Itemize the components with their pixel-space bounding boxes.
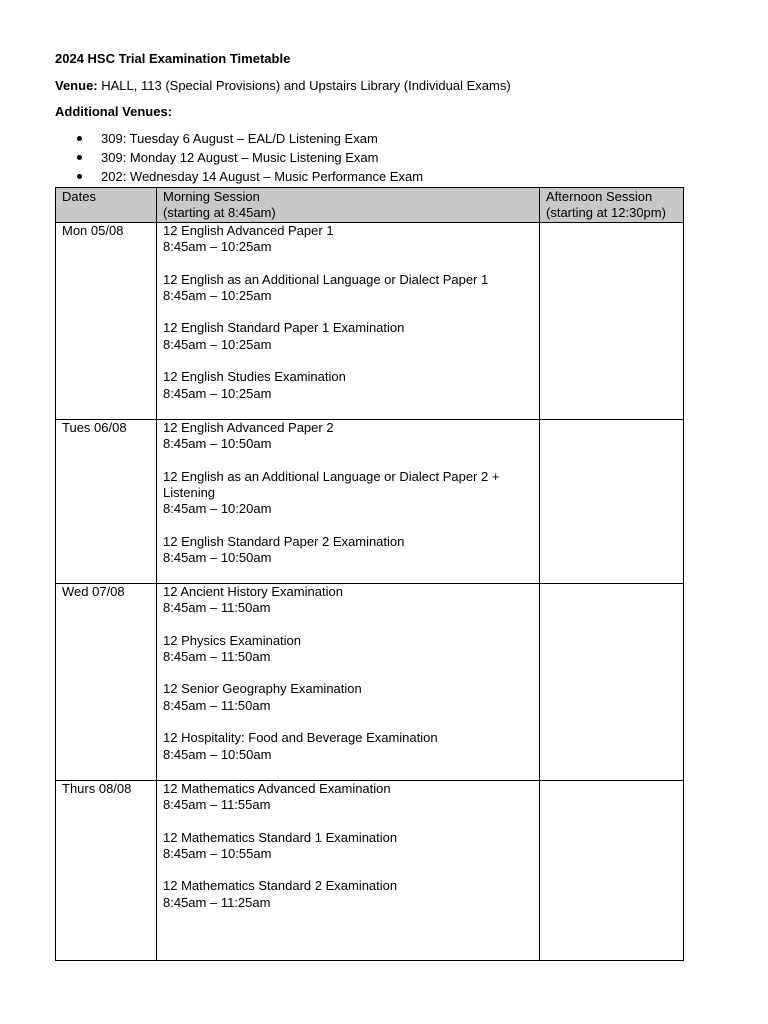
venue-label: Venue: [55,78,98,93]
header-afternoon: Afternoon Session (starting at 12:30pm) [540,188,684,223]
morning-cell [157,780,540,960]
exam-entry: 12 English Advanced Paper 2 8:45am – 10:50am [163,419,334,452]
afternoon-cell [540,419,684,583]
list-item: 309: Tuesday 6 August – EAL/D Listening Exam [55,129,695,148]
document [55,48,695,961]
exam-entry: 12 English as an Additional Language or Dialect Paper 1 8:45am – 10:25am [163,271,489,304]
exam-entry: 12 English as an Additional Language or Dialect Paper 2 + Listening 8:45am – 10:20am [163,468,500,517]
exam-entry: 12 Senior Geography Examination 8:45am – 11:50am [163,681,362,713]
table-row [56,780,684,960]
exam-entry: 12 Hospitality: Food and Beverage Examination 8:45am – 10:50am [163,730,438,762]
bullet-icon [77,155,82,160]
afternoon-cell [540,583,684,780]
page-title: 2024 HSC Trial Examination Timetable [55,51,291,66]
table-row [56,419,684,583]
exam-entry: 12 English Studies Examination 8:45am – 10:25am [163,369,346,401]
exam-entry: 12 English Advanced Paper 1 8:45am – 10:25am [163,222,334,255]
venue-line [55,75,695,97]
bullet-icon [77,136,82,141]
morning-cell [157,222,540,419]
exam-entry: 12 English Standard Paper 1 Examination 8:45am – 10:25am [163,320,405,352]
date-cell: Mon 05/08 [56,222,157,419]
table-row [56,222,684,419]
date-cell: Wed 07/08 [56,583,157,780]
table-header-row [56,188,684,223]
header-dates: Dates [56,188,157,223]
list-item: 309: Monday 12 August – Music Listening Exam [55,148,695,167]
exam-entry: 12 Mathematics Standard 1 Examination 8:45am – 10:55am [163,829,398,862]
header-morning: Morning Session (starting at 8:45am) [157,188,540,223]
exam-entry: 12 Mathematics Standard 2 Examination 8:45am – 11:25am [163,878,398,910]
bullet-icon [77,174,82,179]
timetable-table [55,187,684,961]
venue-text: HALL, 113 (Special Provisions) and Upstairs Library (Individual Exams) [101,78,511,93]
additional-venues-list [55,129,695,186]
morning-cell [157,583,540,780]
afternoon-cell [540,222,684,419]
additional-venues-heading: Additional Venues: [55,104,173,119]
exam-entry: 12 Mathematics Advanced Examination 8:45am – 11:55am [163,780,391,813]
exam-entry: 12 English Standard Paper 2 Examination 8:45am – 10:50am [163,533,405,566]
date-cell: Tues 06/08 [56,419,157,583]
exam-entry: 12 Ancient History Examination 8:45am – 11:50am [163,583,343,616]
table-row [56,583,684,780]
exam-entry: 12 Physics Examination 8:45am – 11:50am [163,632,302,665]
date-cell: Thurs 08/08 [56,780,157,960]
list-item: 202: Wednesday 14 August – Music Performance Exam [55,167,695,186]
morning-cell [157,419,540,583]
afternoon-cell [540,780,684,960]
